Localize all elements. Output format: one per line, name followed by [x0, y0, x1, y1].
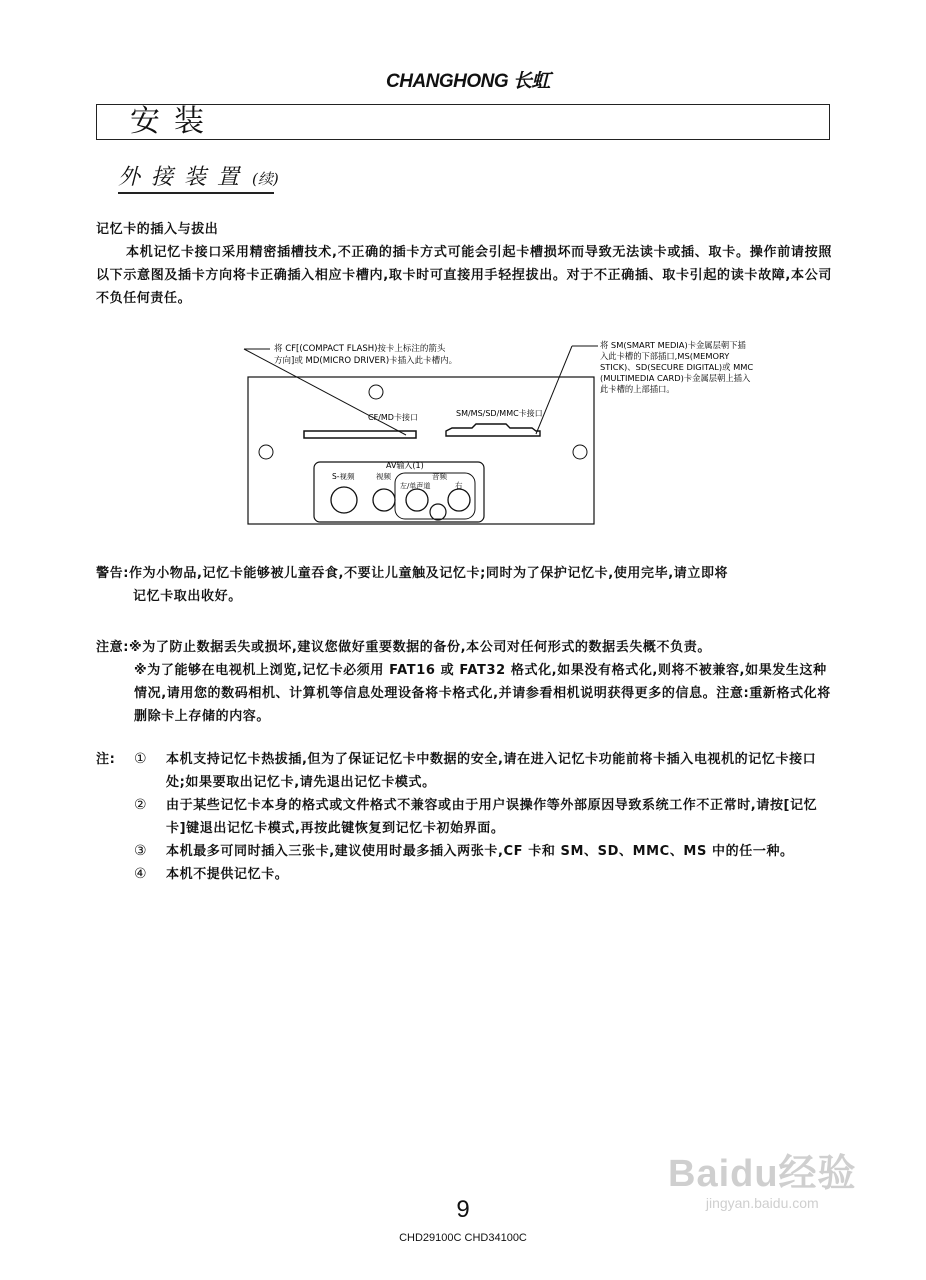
page-number: 9 — [456, 1196, 470, 1223]
sm-callout-text-3: STICK)、SD(SECURE DIGITAL)或 MMC — [600, 362, 754, 372]
note-row-3 — [96, 840, 832, 863]
cf-slot-label: CF/MD卡接口 — [368, 413, 418, 422]
s-video-label: S-视频 — [332, 472, 355, 481]
notes-block — [96, 748, 832, 886]
panel-screw-right — [573, 445, 587, 459]
s-video-jack — [331, 487, 357, 513]
video-label: 视频 — [376, 472, 391, 481]
panel-screw-left — [259, 445, 273, 459]
notice-block — [96, 636, 832, 728]
sm-slot-label: SM/MS/SD/MMC卡接口 — [456, 409, 543, 418]
brand-logo: CHANGHONG 长虹 — [386, 71, 550, 92]
note-number: ① — [134, 751, 148, 767]
note-number: ④ — [134, 866, 148, 882]
warning-line-2: 记忆卡取出收好。 — [133, 589, 242, 604]
note-row-1 — [96, 748, 832, 794]
note-row-2 — [96, 794, 832, 840]
audio-right-jack — [448, 489, 470, 511]
cf-callout-text-2: 方向]或 MD(MICRO DRIVER)卡插入此卡槽内。 — [274, 356, 458, 366]
av-input-panel — [314, 462, 484, 522]
av-input-label: AV输入(1) — [386, 461, 424, 470]
subsection-underline — [118, 192, 274, 194]
memory-card-heading: 记忆卡的插入与拔出 — [96, 222, 219, 237]
video-jack — [373, 489, 395, 511]
warning-line-1: 警告:作为小物品,记忆卡能够被儿童吞食,不要让儿童触及记忆卡;同时为了保护记忆卡,使用完毕,请立即将 — [96, 566, 729, 581]
sm-callout-text-5: 此卡槽的上部插口。 — [600, 384, 675, 394]
cf-slot — [304, 431, 416, 438]
subsection-heading — [118, 160, 279, 191]
note-text: 本机最多可同时插入三张卡,建议使用时最多插入两张卡,CF 卡和 SM、SD、MMC、MS 中的任一种。 — [166, 844, 794, 859]
note-text: 本机支持记忆卡热拔插,但为了保证记忆卡中数据的安全,请在进入记忆卡功能前将卡插入电视机的记忆卡接口处;如果要取出记忆卡,请先退出记忆卡模式。 — [166, 752, 817, 790]
note-number: ② — [134, 797, 148, 813]
warning-block — [96, 562, 832, 608]
note-row-4 — [96, 863, 832, 886]
subsection-title: 外接装置 — [118, 165, 251, 190]
sm-callout-text-2: 入此卡槽的下部插口,MS(MEMORY — [600, 351, 730, 361]
sm-callout-text-4: (MULTIMEDIA CARD)卡金属层朝上插入 — [600, 373, 751, 383]
audio-label: 音频 — [432, 472, 447, 481]
sm-callout-text-1: 将 SM(SMART MEDIA)卡金属层朝下插 — [600, 340, 746, 350]
subsection-continued: (续) — [252, 170, 279, 188]
card-slot-diagram — [240, 338, 754, 530]
note-text: 由于某些记忆卡本身的格式或文件格式不兼容或由于用户误操作等外部原因导致系统工作不正常时,请按[记忆卡]键退出记忆卡模式,再按此键恢复到记忆卡初始界面。 — [166, 798, 818, 836]
model-numbers: CHD29100C CHD34100C — [399, 1232, 527, 1244]
watermark-main: Baidu经验 — [668, 1153, 857, 1195]
sm-ms-sd-mmc-slot — [446, 424, 540, 436]
watermark-url: jingyan.baidu.com — [705, 1195, 819, 1211]
memory-card-paragraph: 本机记忆卡接口采用精密插槽技术,不正确的插卡方式可能会引起卡槽损坏而导致无法读卡或插、取卡。操作前请按照以下示意图及插卡方向将卡正确插入相应卡槽内,取卡时可直接用手轻捏拔出。对于不正确插、取卡引起的读卡故障,本公司不负任何责任。 — [96, 245, 832, 306]
section-title: 安装 — [130, 104, 218, 139]
notice-item-2: ※为了能够在电视机上浏览,记忆卡必须用 FAT16 或 FAT32 格式化,如果没有格式化,则将不被兼容,如果发生这种情况,请用您的数码相机、计算机等信息处理设备将卡格式化,并请参看相机说明获得更多的信息。注意:重新格式化将删除卡上存储的内容。 — [134, 663, 831, 724]
audio-center-jack — [430, 504, 446, 520]
note-text: 本机不提供记忆卡。 — [166, 867, 289, 882]
audio-left-jack — [406, 489, 428, 511]
note-number: ③ — [134, 843, 148, 859]
cf-callout-text-1: 将 CF[(COMPACT FLASH)按卡上标注的箭头 — [274, 344, 446, 354]
notice-line-1: 注意:※为了防止数据丢失或损坏,建议您做好重要数据的备份,本公司对任何形式的数据丢失概不负责。 — [96, 640, 711, 655]
sm-callout-leader — [536, 346, 572, 434]
tv-side-panel — [248, 377, 594, 524]
right-label: 右 — [455, 481, 463, 490]
left-mono-label: 左/单声道 — [400, 482, 431, 490]
notes-label: 注: — [96, 752, 116, 767]
panel-screw-top — [369, 385, 383, 399]
